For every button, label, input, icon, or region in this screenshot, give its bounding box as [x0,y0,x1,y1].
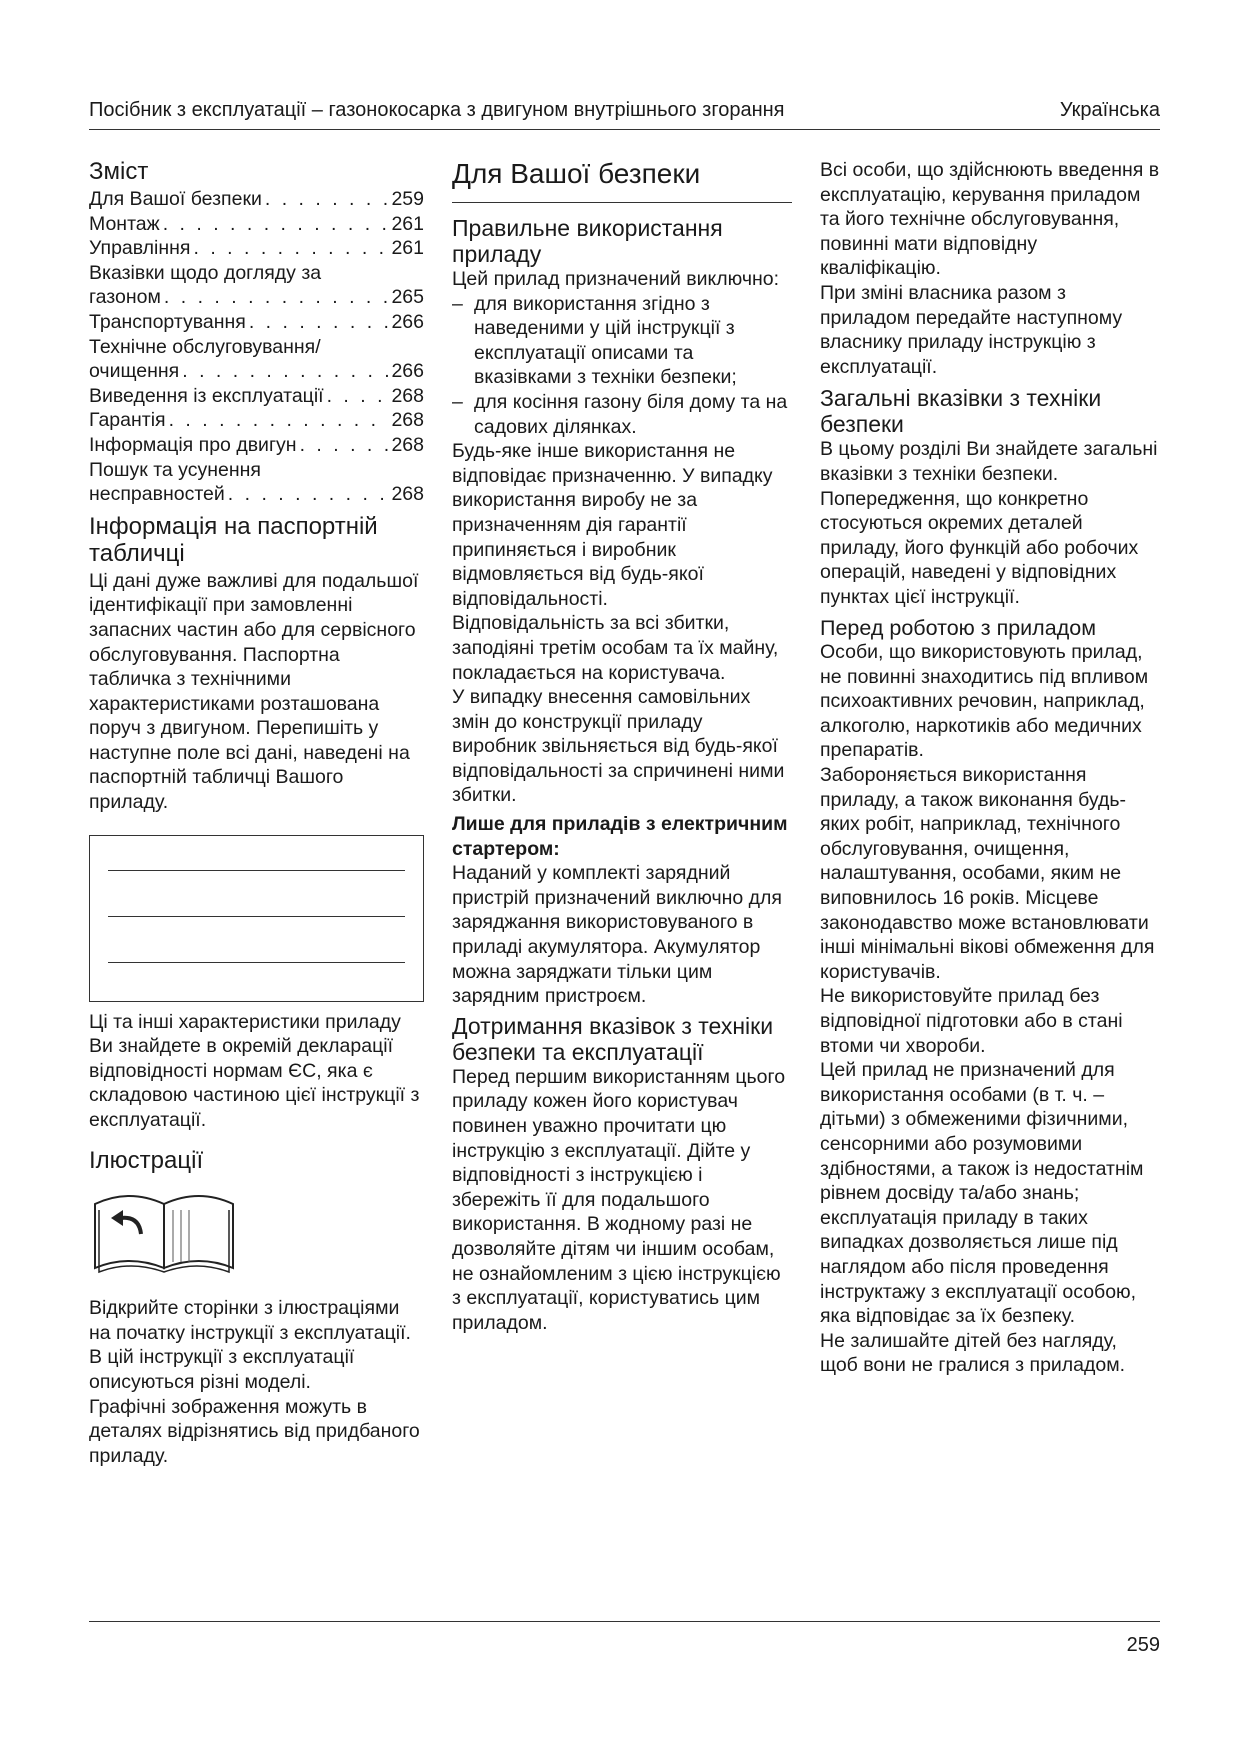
before-work-text-5: Не залишайте дітей без нагляду, щоб вони не гралися з приладом. [820,1329,1126,1377]
toc-entry[interactable]: Для Вашої безпеки . . . 259 [89,187,424,212]
proper-use-text-3: У випадку внесення самовільних змін до конструкції приладу виробник звільняється від будь-якої відповідальності за спричинені ними збитки. [452,686,785,807]
page-number: 259 [1126,1634,1160,1656]
before-work-heading: Перед роботою з приладом [820,615,1096,640]
toc-entry[interactable]: Інформація про двигун . . . 268 [89,433,424,458]
toc-entry[interactable]: Гарантія . . . 268 [89,408,424,433]
toc-entry[interactable]: Технічне обслуговування/ очищення . . . 266 [89,335,424,384]
toc-heading: Зміст [89,158,149,185]
toc-entry[interactable]: Пошук та усунення несправностей . . . 268 [89,458,424,507]
before-work-text-3: Не використовуйте прилад без відповідної підготовки або в стані втоми чи хвороби. [820,985,1123,1057]
illustrations-text-2: В цій інструкції з експлуатації описуються різні моделі. [89,1346,355,1393]
toc-entry[interactable]: Монтаж . . . 261 [89,212,424,237]
before-work-text-2: Забороняється використання приладу, а також виконання будь-яких робіт, наприклад, технічного обслуговування, очищення, налаштування, особами, яким не виповнилось 16 років. Місцеве законодавство може встановлювати інші мінімальні вікові обмеження для користувачів. [820,764,1155,983]
toc-entry[interactable]: Вказівки щодо догляду за газоном . . . 265 [89,261,424,310]
entry-line [108,962,405,963]
list-item: – для використання згідно з наведеними у цій інструкції з експлуатації описами та вказівками з техніки безпеки; [452,292,737,389]
column-right [820,158,1160,1378]
nameplate-entry-box [89,835,424,1002]
column-left [89,158,424,1468]
entry-line [108,916,405,917]
qualification-text: Всі особи, що здійснюють введення в експлуатацію, керування приладом та його технічне обслуговування, повинні мати відповідну кваліфікацію. [820,159,1160,280]
owner-change-text: При зміні власника разом з приладом передайте наступному власнику приладу інструкцію з експлуатації. [820,281,1123,378]
toc-entry[interactable]: Транспортування . . . 266 [89,310,424,335]
proper-use-intro: Цей прилад призначений виключно: [452,268,780,290]
electric-starter-text: Наданий у комплекті зарядний пристрій призначений виключно для заряджання використовуваного в приладі акумулятора. Акумулятор можна заряджати тільки цим зарядним пристроєм. [452,862,782,1008]
header-language: Українська [1059,99,1160,121]
toc-entry[interactable]: Виведення із експлуатації . . . 268 [89,384,424,409]
before-work-text-1: Особи, що використовують прилад, не повинні знаходитись під впливом психоактивних речовин, наприклад, алкоголю, наркотиків або медичних препаратів. [820,641,1149,762]
compliance-text: Перед першим використанням цього приладу кожен його користувач повинен уважно прочитати цю інструкцію з експлуатації. Дійте у відповідності з інструкцією і збережіть її для подальшого використання. В жодному разі не дозволяйте дітям чи іншим особам, не ознайомленим з цією інструкцією з експлуатації, користуватись цим приладом. [452,1065,786,1334]
plate-heading: Інформація на паспортній табличці [89,512,378,567]
declaration-text: Ці та інші характеристики приладу Ви знайдете в окремій декларації відповідності нормам ЄС, яка є складовою частиною цієї інструкції з експлуатації. [89,1010,420,1132]
electric-starter-heading: Лише для приладів з електричним стартером: [452,813,788,860]
plate-text: Ці дані дуже важливі для подальшої ідентифікації при замовленні запасних частин або для сервісного обслуговування. Паспортна табличка з технічними характеристиками розташована поруч з двигуном. Перепишіть у наступне поле всі дані, наведені на паспортній табличці Вашого приладу. [89,569,419,814]
header-title: Посібник з експлуатації – газонокосарка з двигуном внутрішнього згорання [89,99,785,121]
illustrations-heading: Ілюстрації [89,1146,204,1174]
proper-use-text-2: Відповідальність за всі збитки, заподіяні третім особам та їх майну, покладається на користувача. [452,612,779,684]
illustrations-text-1: Відкрийте сторінки з ілюстраціями на початку інструкції з експлуатації. [89,1297,411,1344]
proper-use-text-1: Будь-яке інше використання не відповідає призначенню. У випадку використання виробу не за призначенням дія гарантії припиняється і виробник відмовляється від будь-якої відповідальності. [452,440,773,610]
header-rule [89,129,1160,130]
proper-use-heading: Правильне використання приладу [452,215,723,267]
open-book-icon [89,1182,239,1274]
general-safety-heading: Загальні вказівки з техніки безпеки [820,385,1102,438]
column-middle [452,158,792,1335]
table-of-contents [89,187,424,507]
section-title: Для Вашої безпеки [452,158,792,203]
general-safety-text: В цьому розділі Ви знайдете загальні вказівки з техніки безпеки. Попередження, що конкретно стосуються окремих деталей приладу, його функцій або робочих операцій, наведені у відповідних пунктах цієї інструкції. [820,438,1158,608]
illustrations-text-3: Графічні зображення можуть в деталях відрізнятись від придбаного приладу. [89,1395,420,1467]
before-work-text-4: Цей прилад не призначений для використання особами (в т. ч. – дітьми) з обмеженими фізичними, сенсорними або розумовими здібностями, а також із недостатнім рівнем досвіду та/або знань; експлуатація приладу в таких випадках дозволяється лише під наглядом або після проведення інструктажу з експлуатації особою, яка відповідає за їх безпеку. [820,1059,1144,1328]
toc-entry[interactable]: Управління . . . 261 [89,236,424,261]
list-item: – для косіння газону біля дому та на садових ділянках. [452,390,788,438]
compliance-heading: Дотримання вказівок з техніки безпеки та експлуатації [452,1012,774,1065]
entry-line [108,870,405,871]
footer-rule [89,1621,1160,1622]
